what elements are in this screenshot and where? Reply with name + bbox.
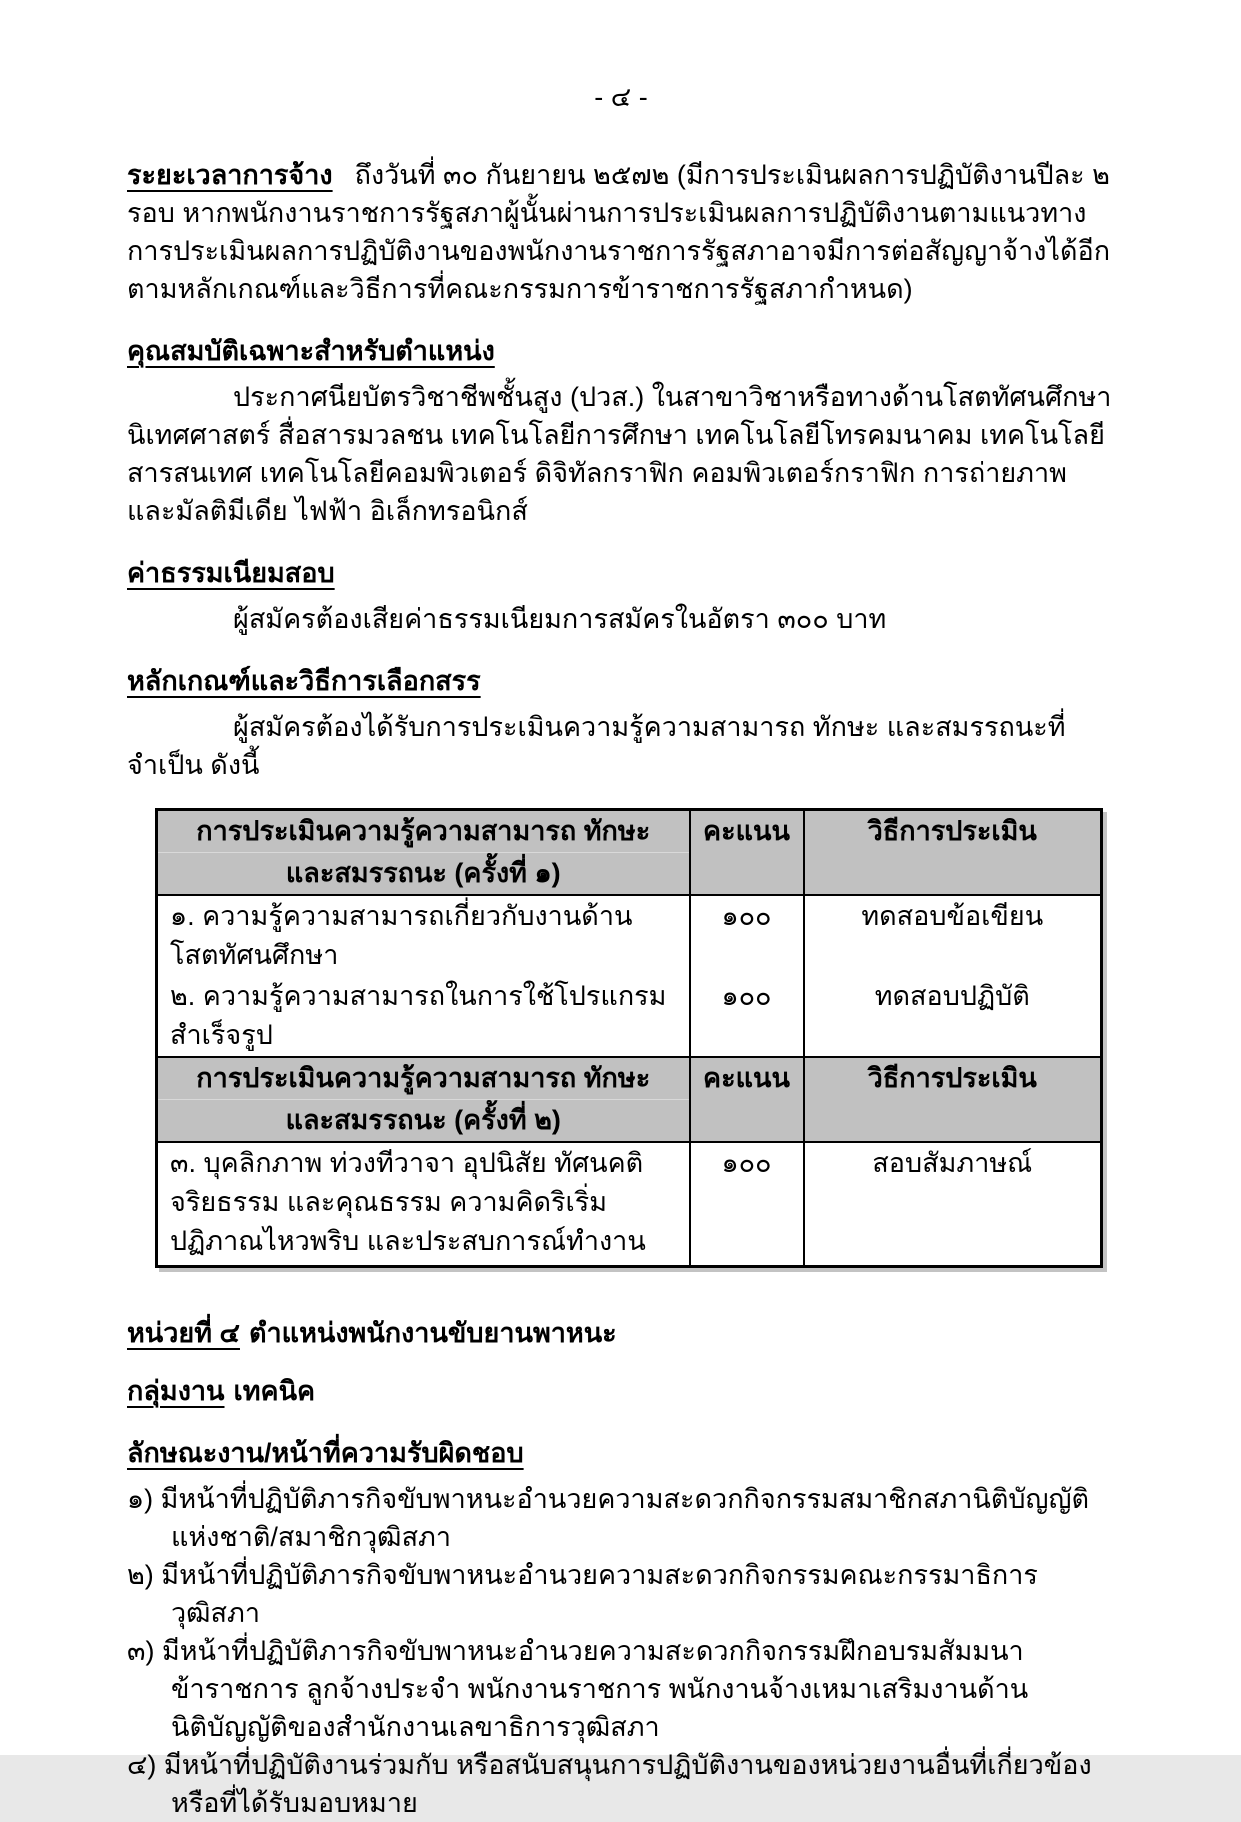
assessment-method: ทดสอบข้อเขียน <box>804 895 1102 976</box>
assessment-score: ๑๐๐ <box>690 976 804 1057</box>
assessment-score: ๑๐๐ <box>690 1142 804 1267</box>
unit-title: ตำแหน่งพนักงานขับยานพาหนะ <box>248 1318 617 1348</box>
assessment-method: สอบสัมภาษณ์ <box>804 1142 1102 1267</box>
table-header-score: คะแนน <box>690 1057 804 1142</box>
unit-heading <box>127 1314 1115 1352</box>
duty-item-1: ๑) มีหน้าที่ปฏิบัติภารกิจขับพาหนะอำนวยความสะดวกกิจกรรมสมาชิกสภานิติบัญญัติแห่งชาติ/สมาชิกวุฒิสภา <box>127 1484 1090 1552</box>
work-group-value: เทคนิค <box>233 1376 316 1406</box>
table-header-score: คะแนน <box>690 810 804 896</box>
employment-period-text: ถึงวันที่ ๓๐ กันยายน ๒๕๗๒ (มีการประเมินผลการปฏิบัติงานปีละ ๒ รอบ หากพนักงานราชการรัฐสภาผู้นั้นผ่านการประเมินผลการปฏิบัติงานตามแนวทางการประเมินผลการปฏิบัติงาน​ของพนักงานราชการรัฐสภาอาจมีการต่อสัญญาจ้างได้อีก ตามหลักเกณฑ์และวิธีการที่คณะกรรมการข้าราชการ​รัฐสภากำหนด) <box>127 160 1111 304</box>
duty-item-4: ๔) มีหน้าที่ปฏิบัติงานร่วมกับ หรือสนับสนุนการปฏิบัติงานของหน่วยงานอื่นที่เกี่ยวข้องหรือที่ได้รับมอบหมาย <box>127 1750 1092 1818</box>
table-header-row-2 <box>157 1057 1102 1100</box>
assessment-table <box>155 808 1103 1268</box>
table-row <box>157 1142 1102 1267</box>
fee-heading: ค่าธรรมเนียมสอบ <box>127 558 335 588</box>
duties-heading: ลักษณะงาน/หน้าที่ความรับผิดชอบ <box>127 1438 524 1468</box>
employment-period-label: ระยะเวลาการจ้าง <box>127 160 333 190</box>
assessment-item: ๓. บุคลิกภาพ ท่วงทีวาจา อุปนิสัย ทัศนคติ จริยธรรม และคุณธรรม ความคิดริเริ่ม ปฏิภาณไหวพริบ และประสบการณ์ทำงาน <box>157 1142 690 1267</box>
table-row <box>157 895 1102 976</box>
duty-item-2: ๒) มีหน้าที่ปฏิบัติภารกิจขับพาหนะอำนวยความสะดวกกิจกรรมคณะกรรมาธิการวุฒิสภา <box>127 1560 1038 1628</box>
assessment-item: ๒. ความรู้ความสามารถในการใช้โปรแกรมสำเร็จรูป <box>157 976 690 1057</box>
criteria-text: ผู้สมัครต้องได้รับการประเมินความรู้ความสามารถ ทักษะ และสมรรถนะที่จำเป็น ดังนี้ <box>127 712 1066 780</box>
work-group-label: กลุ่มงาน <box>127 1376 225 1406</box>
table-header-title-line2: และสมรรถนะ (ครั้งที่ ๒) <box>157 1100 690 1143</box>
table-row <box>157 976 1102 1057</box>
assessment-item: ๑. ความรู้ความสามารถเกี่ยวกับงานด้านโสตทัศนศึกษา <box>157 895 690 976</box>
qualification-text: ประกาศนียบัตรวิชาชีพชั้นสูง (ปวส.) ในสาขาวิชาหรือทางด้านโสตทัศนศึกษา นิเทศศาสตร์ สื่อสารมวลชน เทคโนโลยีการศึกษา เทคโนโลยีโทรคมนาคม เทคโนโลยีสารสนเทศ เทคโนโลยีคอมพิวเตอร์ ดิจิทัลกราฟิก คอมพิวเตอร์กราฟิก การถ่ายภาพและมัลติมีเดีย ไฟฟ้า อิเล็กทรอนิกส์ <box>127 382 1112 526</box>
page-number: - ๔ - <box>594 82 648 112</box>
table-header-title-line1: การประเมินความรู้ความสามารถ ทักษะ <box>157 1057 690 1100</box>
table-header-row-1 <box>157 810 1102 853</box>
table-header-title-line2: และสมรรถนะ (ครั้งที่ ๑) <box>157 853 690 896</box>
table-header-title-line1: การประเมินความรู้ความสามารถ ทักษะ <box>157 810 690 853</box>
duty-item-3: ๓) มีหน้าที่ปฏิบัติภารกิจขับพาหนะอำนวยความสะดวกกิจกรรมฝึกอบรมสัมมนาข้าราชการ ลูกจ้างประจำ พนักงานราชการ พนักงานจ้างเหมาเสริมงานด้านนิติบัญญัติของสำนักงานเลขาธิการวุฒิสภา <box>127 1636 1029 1742</box>
criteria-heading: หลักเกณฑ์และวิธีการเลือกสรร <box>127 666 481 696</box>
table-header-method: วิธีการประเมิน <box>804 810 1102 896</box>
employment-period-paragraph <box>127 156 1115 308</box>
assessment-method: ทดสอบปฏิบัติ <box>804 976 1102 1057</box>
fee-text: ผู้สมัครต้องเสียค่าธรรมเนียมการสมัครในอัตรา ๓๐๐ บาท <box>233 604 887 634</box>
table-header-method: วิธีการประเมิน <box>804 1057 1102 1142</box>
work-group-line <box>127 1372 1115 1410</box>
unit-label: หน่วยที่ ๔ <box>127 1318 240 1348</box>
assessment-score: ๑๐๐ <box>690 895 804 976</box>
qualification-heading: คุณสมบัติเฉพาะสำหรับตำแหน่ง <box>127 336 495 366</box>
duties-list <box>127 1480 1115 1822</box>
